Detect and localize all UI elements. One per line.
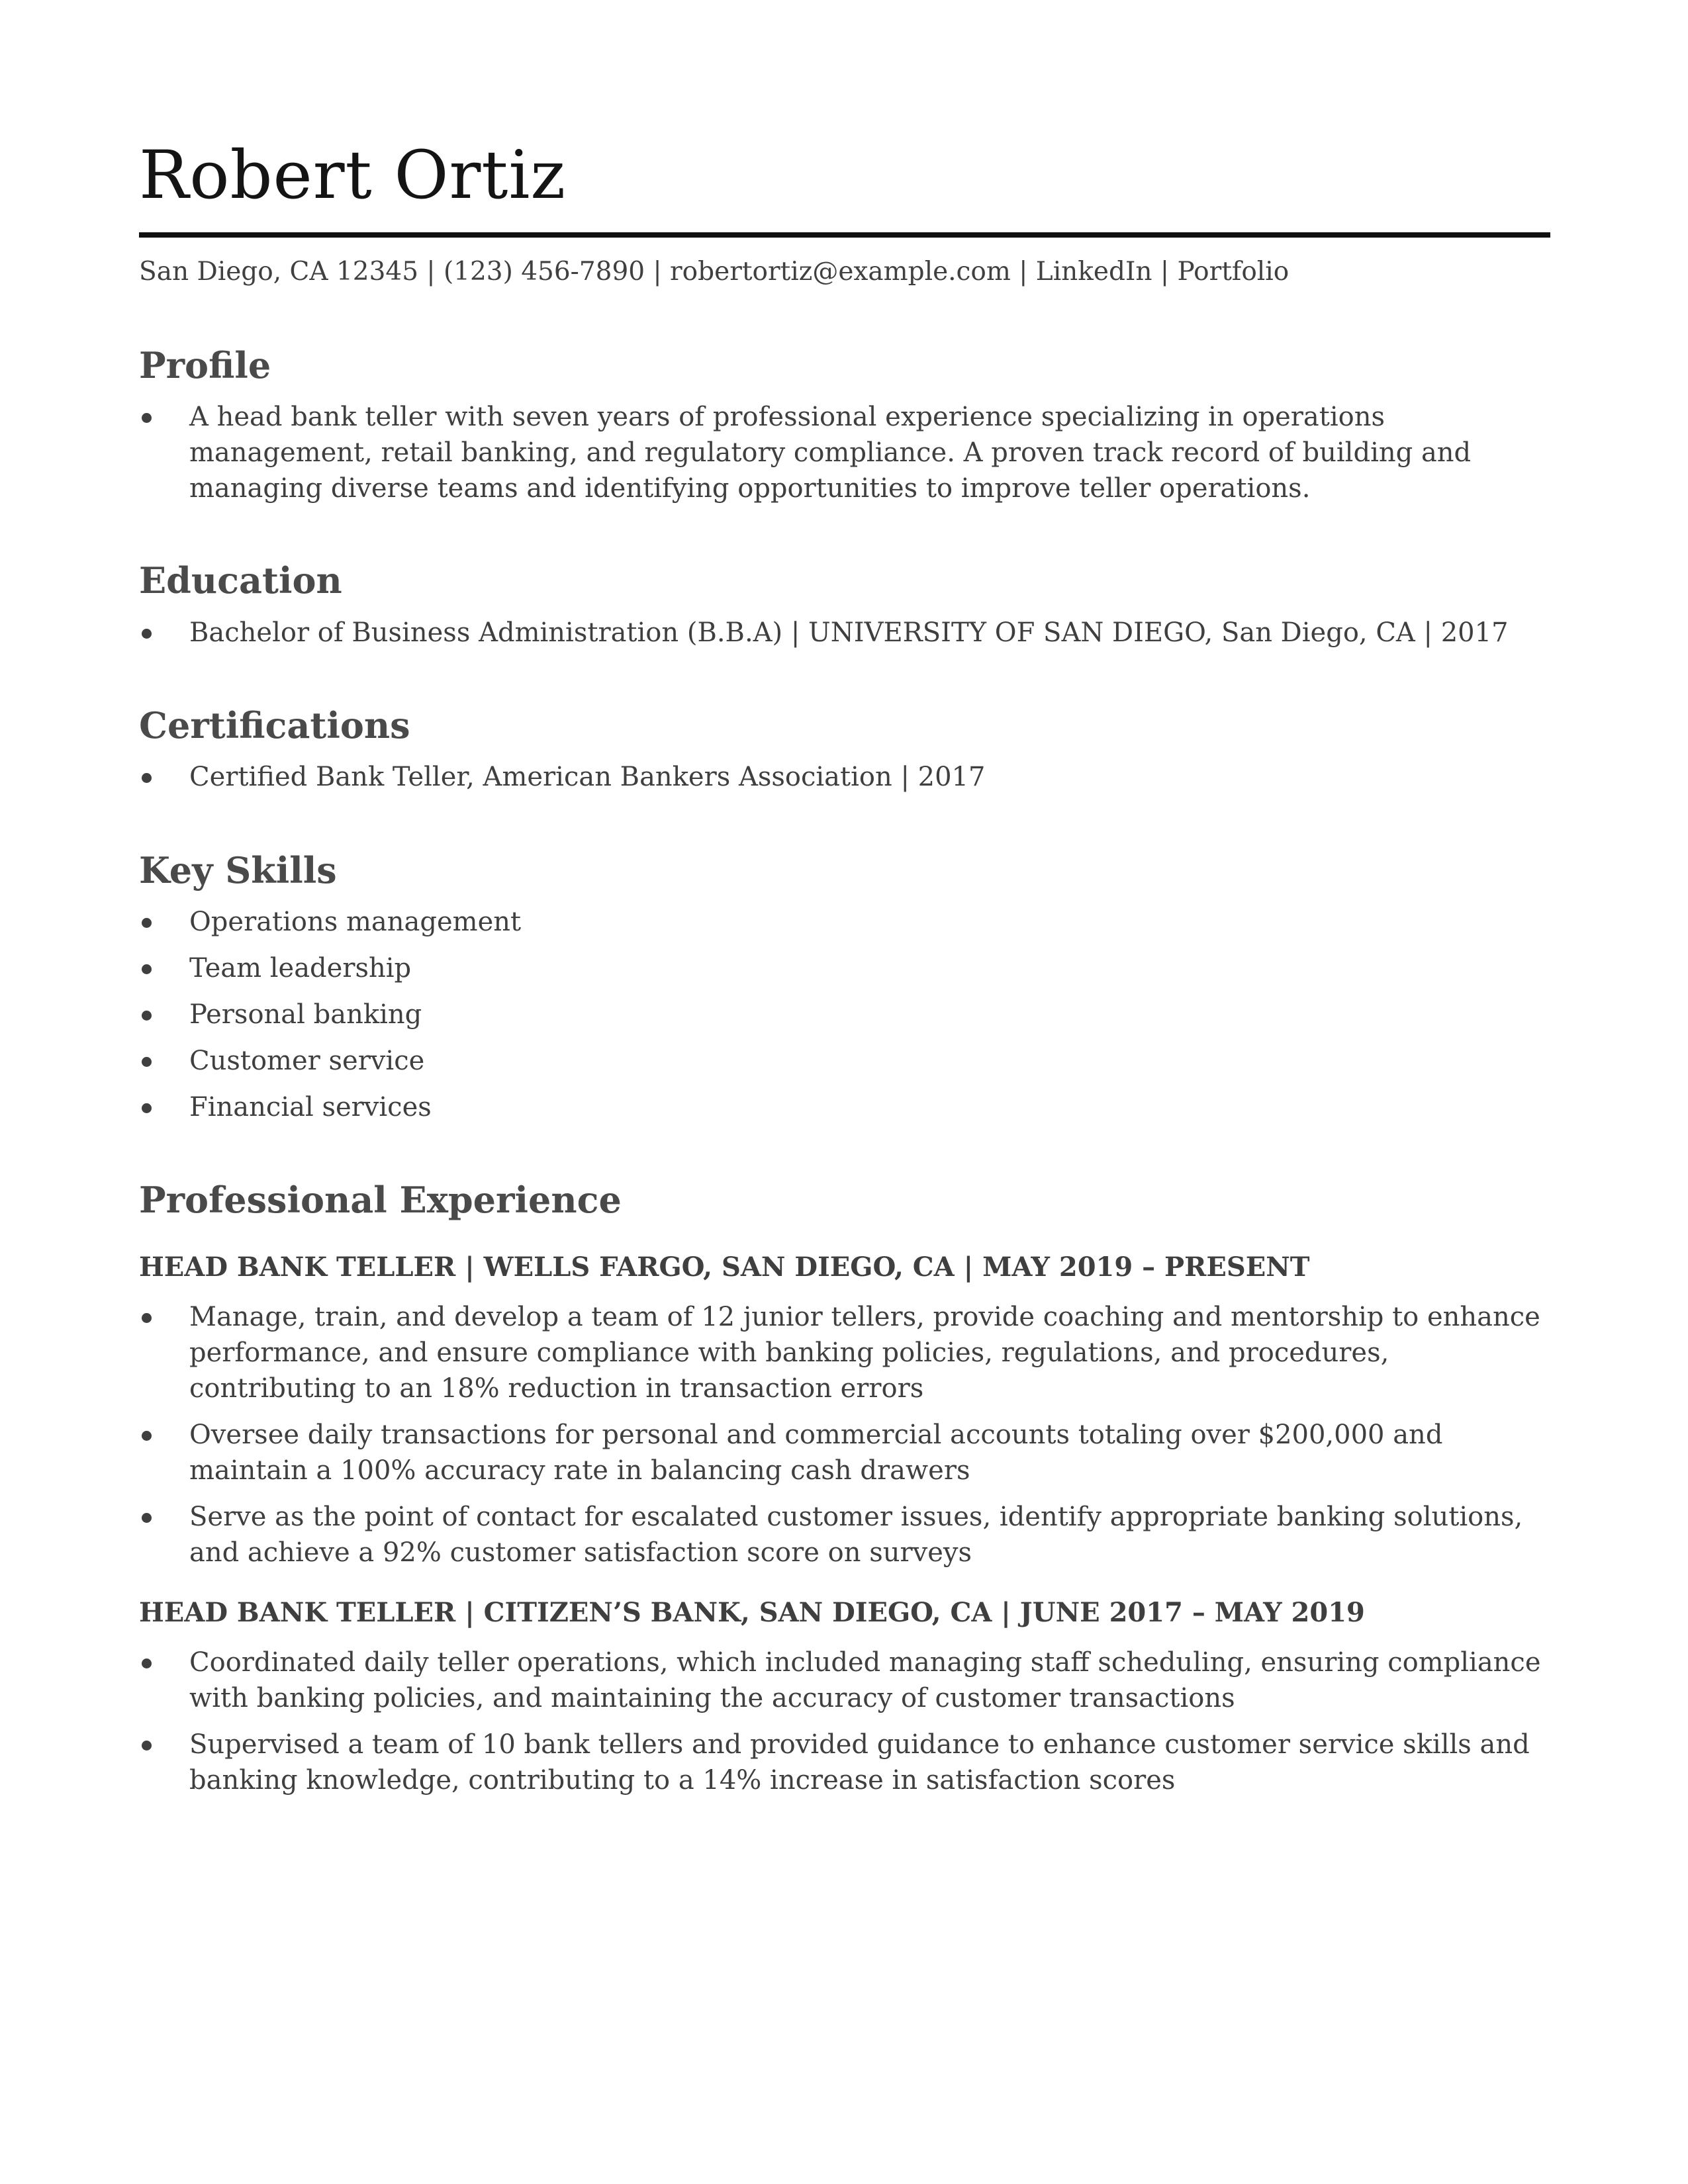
experience-heading: Professional Experience bbox=[139, 1179, 622, 1221]
skill-item: Personal banking bbox=[139, 997, 1550, 1032]
contact-separator: | bbox=[645, 257, 671, 287]
contact-phone[interactable]: (123) 456-7890 bbox=[443, 257, 645, 287]
profile-list bbox=[139, 399, 1550, 506]
education-item: Bachelor of Business Administration (B.B.A) | UNIVERSITY OF SAN DIEGO, San Diego, CA | 2017 bbox=[139, 615, 1550, 651]
contact-location: San Diego, CA 12345 bbox=[139, 257, 419, 287]
contact-line bbox=[139, 255, 1289, 289]
contact-separator: | bbox=[1152, 257, 1178, 287]
job-bullet: Serve as the point of contact for escalated customer issues, identify appropriate banking solutions, and achieve a 92% customer satisfaction score on surveys bbox=[139, 1499, 1550, 1570]
job-bullets bbox=[139, 1645, 1550, 1809]
education-list bbox=[139, 615, 1550, 651]
skill-item: Team leadership bbox=[139, 950, 1550, 986]
job-bullet: Manage, train, and develop a team of 12 junior tellers, provide coaching and mentorship to enhance performance, and ensure compliance with banking policies, regulations, and procedures, contributing to an 18% reduction in transaction errors bbox=[139, 1299, 1550, 1406]
profile-summary: A head bank teller with seven years of professional experience specializing in operations management, retail banking, and regulatory compliance. A proven track record of building and managing diverse teams and identifying opportunities to improve teller operations. bbox=[139, 399, 1550, 506]
certification-item: Certified Bank Teller, American Bankers Association | 2017 bbox=[139, 759, 1550, 795]
portfolio-link[interactable]: Portfolio bbox=[1177, 257, 1289, 287]
skill-item: Financial services bbox=[139, 1089, 1550, 1125]
job-bullet: Supervised a team of 10 bank tellers and provided guidance to enhance customer service skills and banking knowledge, contributing to a 14% increase in satisfaction scores bbox=[139, 1727, 1550, 1798]
profile-heading: Profile bbox=[139, 344, 271, 387]
job-bullets bbox=[139, 1299, 1550, 1581]
job-bullet: Oversee daily transactions for personal and commercial accounts totaling over $200,000 and maintain a 100% accuracy rate in balancing cash drawers bbox=[139, 1417, 1550, 1488]
contact-separator: | bbox=[1010, 257, 1036, 287]
contact-email[interactable]: robertortiz@example.com bbox=[670, 257, 1011, 287]
education-heading: Education bbox=[139, 559, 342, 602]
skill-item: Customer service bbox=[139, 1043, 1550, 1079]
contact-separator: | bbox=[418, 257, 444, 287]
job-bullet: Coordinated daily teller operations, which included managing staff scheduling, ensuring compliance with banking policies, and maintaining the accuracy of customer transactions bbox=[139, 1645, 1550, 1716]
job-heading: HEAD BANK TELLER | WELLS FARGO, SAN DIEGO, CA | MAY 2019 – PRESENT bbox=[139, 1251, 1310, 1283]
job-heading: HEAD BANK TELLER | CITIZEN’S BANK, SAN DIEGO, CA | JUNE 2017 – MAY 2019 bbox=[139, 1597, 1365, 1628]
skills-list bbox=[139, 904, 1550, 1136]
linkedin-link[interactable]: LinkedIn bbox=[1035, 257, 1152, 287]
candidate-name: Robert Ortiz bbox=[139, 136, 567, 214]
certifications-list bbox=[139, 759, 1550, 795]
skills-heading: Key Skills bbox=[139, 849, 337, 891]
header-divider bbox=[139, 232, 1550, 238]
certifications-heading: Certifications bbox=[139, 704, 410, 747]
skill-item: Operations management bbox=[139, 904, 1550, 940]
